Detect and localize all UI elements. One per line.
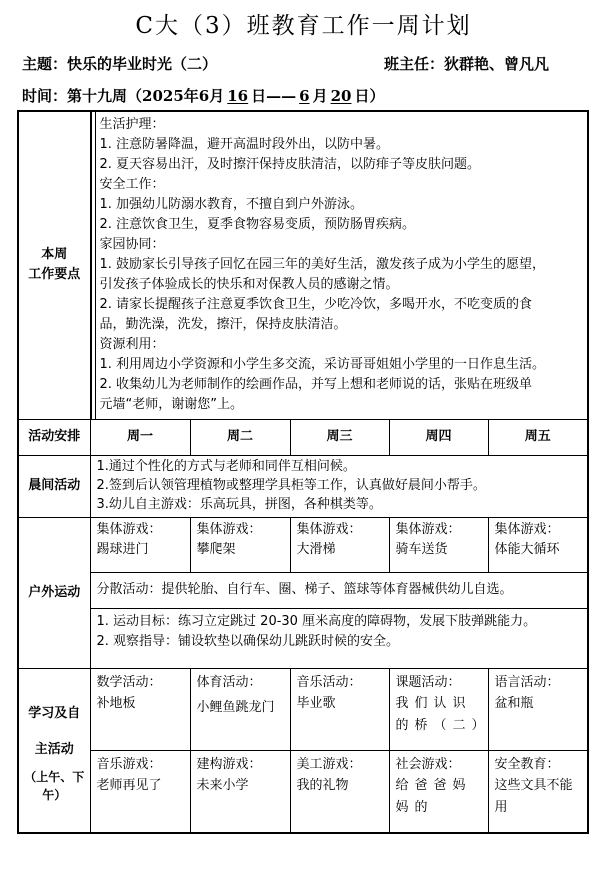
key-point-line: 品，勤洗澡，洗发，擦汗，保持皮肤清洁。 xyxy=(99,317,347,332)
time-month-unit-start: 月 xyxy=(209,87,225,105)
theme-line xyxy=(22,54,217,74)
outdoor-scattered-row xyxy=(18,572,588,608)
activity-caption: 音乐活动： xyxy=(296,674,362,690)
key-points-label-line1: 本周 xyxy=(41,247,68,263)
learning-activity-wednesday-1 xyxy=(290,668,389,750)
key-point-line: 1. 利用周边小学资源和小学生多交流，采访哥哥姐姐小学里的一日作息生活。 xyxy=(99,357,546,372)
activity-name: 小鲤鱼跳龙门 xyxy=(196,699,275,715)
activity-caption: 课题活动： xyxy=(395,674,461,690)
key-point-line: 1. 鼓励家长引导孩子回忆在园三年的美好生活，激发孩子成为小学生的愿望， xyxy=(99,257,546,272)
activity-caption: 安全教育： xyxy=(494,756,560,772)
activity-name: 盆和瓶 xyxy=(494,695,534,711)
key-point-line: 1. 加强幼儿防溺水教育，不擅自到户外游泳。 xyxy=(99,197,364,212)
activity-name: 老师再见了 xyxy=(96,777,162,793)
activity-caption: 语言活动： xyxy=(494,674,560,690)
morning-line: 2.签到后认领管理植物或整理学具柜等工作，认真做好晨间小帮手。 xyxy=(96,477,486,493)
key-point-line: 安全工作： xyxy=(99,177,165,192)
theme-label: 主题： xyxy=(22,55,68,73)
time-label: 时间： xyxy=(22,87,68,105)
key-point-line: 资源利用： xyxy=(99,337,165,352)
time-day-start: 16 xyxy=(227,87,249,105)
time-day-unit-end: 日 xyxy=(354,87,370,105)
key-point-line: 元墙“老师，谢谢您”上。 xyxy=(99,397,243,412)
day-thursday: 周四 xyxy=(389,419,488,455)
learning-activity-tuesday-1 xyxy=(190,668,290,750)
time-day-unit-start: 日 xyxy=(251,87,267,105)
game-name: 大滑梯 xyxy=(296,541,336,557)
learning-label-line1: 学习及自 xyxy=(28,706,81,722)
game-name: 攀爬架 xyxy=(196,541,236,557)
game-caption: 集体游戏： xyxy=(395,521,461,537)
game-caption: 集体游戏： xyxy=(196,521,262,537)
outdoor-game-tuesday xyxy=(190,517,290,572)
learning-row-1 xyxy=(18,668,588,750)
day-tuesday: 周二 xyxy=(190,419,290,455)
time-month-unit-end: 月 xyxy=(312,87,328,105)
outdoor-label: 户外运动 xyxy=(18,517,90,668)
game-name: 骑车送货 xyxy=(395,541,448,557)
time-day-end: 20 xyxy=(330,87,352,105)
time-month-start: 6 xyxy=(198,87,210,105)
game-caption: 集体游戏： xyxy=(296,521,362,537)
learning-activity-monday-1 xyxy=(90,668,190,750)
morning-line: 1.通过个性化的方式与老师和同伴互相问候。 xyxy=(96,458,356,474)
learning-activity-thursday-2 xyxy=(389,750,488,833)
outdoor-goals xyxy=(90,608,588,668)
outdoor-goals-lines xyxy=(91,609,588,655)
outdoor-game-monday xyxy=(90,517,190,572)
key-point-line: 2. 夏天容易出汗，及时擦汗保持皮肤清洁，以防痱子等皮肤问题。 xyxy=(99,157,481,172)
key-point-line: 2. 请家长提醒孩子注意夏季饮食卫生，少吃冷饮，多喝开水，不吃变质的食 xyxy=(99,297,533,312)
day-wednesday: 周三 xyxy=(290,419,389,455)
outdoor-games-row xyxy=(18,517,588,572)
time-open: （2025年 xyxy=(127,87,199,105)
morning-lines xyxy=(91,456,588,517)
outdoor-scattered xyxy=(90,572,588,608)
key-point-line: 2. 注意饮食卫生，夏季食物容易变质，预防肠胃疾病。 xyxy=(99,217,416,232)
teacher-line xyxy=(384,54,549,74)
activity-name: 给爸爸妈妈的 xyxy=(395,777,472,815)
key-point-line: 引发孩子体验成长的快乐和对保教人员的感谢之情。 xyxy=(99,277,399,292)
weekly-plan-table xyxy=(17,110,589,834)
outdoor-goal-line: 2. 观察指导：铺设软垫以确保幼儿跳跃时候的安全。 xyxy=(96,633,400,649)
day-monday: 周一 xyxy=(90,419,190,455)
activity-caption: 音乐游戏： xyxy=(96,756,162,772)
schedule-label: 活动安排 xyxy=(18,419,90,455)
outdoor-game-wednesday xyxy=(290,517,389,572)
activity-name: 未来小学 xyxy=(196,777,249,793)
activity-caption: 社会游戏： xyxy=(395,756,461,772)
game-caption: 集体游戏： xyxy=(494,521,560,537)
learning-label xyxy=(18,668,90,833)
page-title: C大（3）班教育工作一周计划 xyxy=(135,13,472,39)
key-point-line: 生活护理： xyxy=(99,117,165,132)
learning-activity-friday-2 xyxy=(488,750,588,833)
activity-name: 毕业歌 xyxy=(296,695,336,711)
theme-value: 快乐的毕业时光（二） xyxy=(67,55,218,73)
time-close: ） xyxy=(369,87,385,105)
learning-label-line2: 主活动 xyxy=(34,742,74,758)
key-point-line: 1. 注意防暑降温，避开高温时段外出，以防中暑。 xyxy=(99,137,390,152)
key-points-row xyxy=(18,111,588,419)
activity-caption: 建构游戏： xyxy=(196,756,262,772)
key-point-line: 家园协同： xyxy=(99,237,165,252)
key-point-line: 2. 收集幼儿为老师制作的绘画作品，并写上想和老师说的话，张贴在班级单 xyxy=(99,377,533,392)
learning-activity-monday-2 xyxy=(90,750,190,833)
activity-caption: 体育活动： xyxy=(196,674,262,690)
activity-name: 我们认识的桥（二） xyxy=(395,695,491,733)
learning-activity-tuesday-2 xyxy=(190,750,290,833)
schedule-header-row xyxy=(18,419,588,455)
teacher-value: 狄群艳、曾凡凡 xyxy=(444,55,550,73)
morning-content xyxy=(90,455,588,517)
morning-label: 晨间活动 xyxy=(18,455,90,517)
key-points-label-line2: 工作要点 xyxy=(28,267,81,283)
outdoor-game-friday xyxy=(488,517,588,572)
learning-row-2 xyxy=(18,750,588,833)
learning-activity-wednesday-2 xyxy=(290,750,389,833)
time-line xyxy=(22,86,384,106)
game-name: 踢球进门 xyxy=(96,541,149,557)
activity-name: 我的礼物 xyxy=(296,777,349,793)
outdoor-goals-row xyxy=(18,608,588,668)
day-friday: 周五 xyxy=(488,419,588,455)
activity-name: 补地板 xyxy=(96,695,136,711)
time-month-end: 6 xyxy=(299,87,310,105)
morning-line: 3.幼儿自主游戏：乐高玩具，拼图，各种棋类等。 xyxy=(96,496,382,512)
outdoor-game-thursday xyxy=(389,517,488,572)
teacher-label: 班主任： xyxy=(384,55,445,73)
game-caption: 集体游戏： xyxy=(96,521,162,537)
learning-activity-thursday-1 xyxy=(389,668,491,750)
time-week: 第十九周 xyxy=(67,87,128,105)
time-dash: —— xyxy=(266,87,297,105)
learning-activity-friday-1 xyxy=(488,668,588,750)
outdoor-goal-line: 1. 运动目标：练习立定跳过 20-30 厘米高度的障碍物，发展下肢弹跳能力。 xyxy=(96,613,537,629)
game-name: 体能大循环 xyxy=(494,541,560,557)
activity-caption: 美工游戏： xyxy=(296,756,362,772)
activity-caption: 数学活动： xyxy=(96,674,162,690)
key-points-lines xyxy=(91,112,588,418)
learning-label-line3: （上午、下 xyxy=(24,770,85,785)
morning-row xyxy=(18,455,588,517)
key-points-content xyxy=(90,111,588,419)
divider xyxy=(91,112,96,419)
activity-name: 这些文具不能用 xyxy=(494,777,573,815)
learning-label-line4: 午） xyxy=(42,788,67,803)
key-points-label xyxy=(18,111,90,419)
outdoor-scattered-text: 分散活动：提供轮胎、自行车、圈、梯子、篮球等体育器械供幼儿自选。 xyxy=(96,582,513,597)
